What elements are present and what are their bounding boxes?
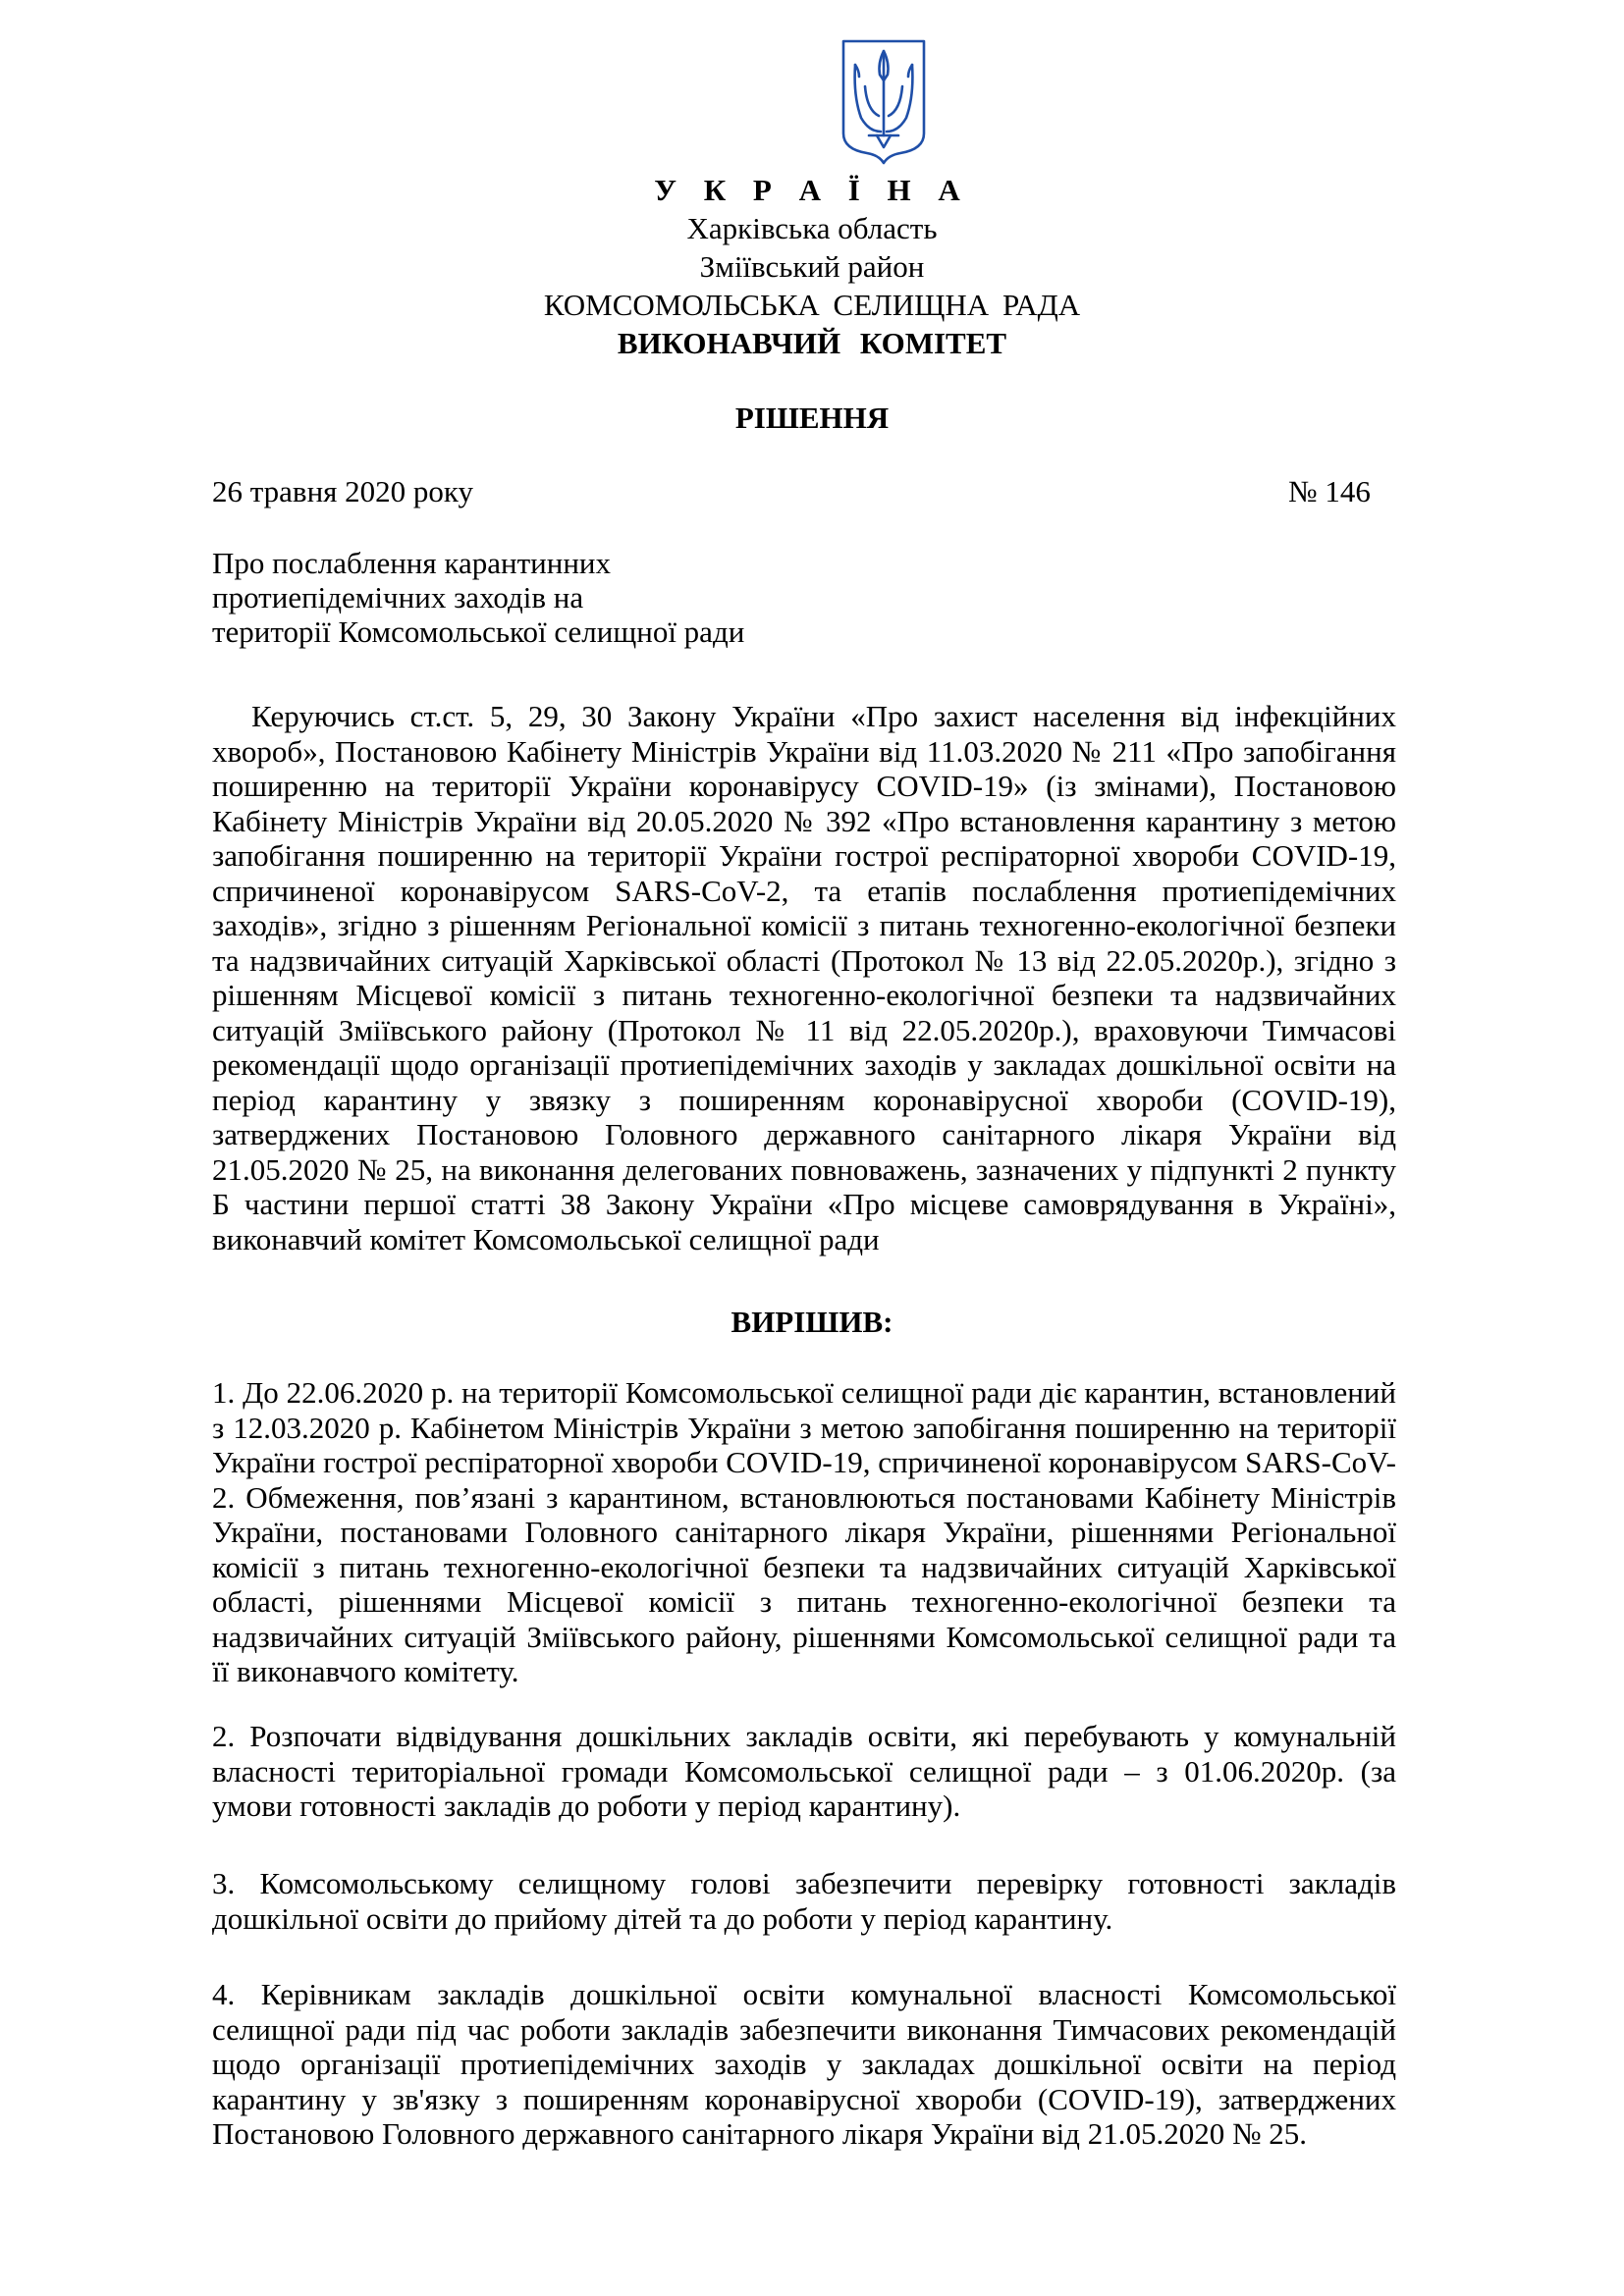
decision-date: 26 травня 2020 року: [212, 474, 474, 508]
coat-of-arms-icon: [839, 37, 928, 167]
resolution-item-2: 2. Розпочати відвідування дошкільних закладів освіти, які перебувають у комунальній власності територіальної громади Комсомольської селищної ради – з 01.06.2020р. (за умови готовності закладів до роботи у період карантину).: [212, 1719, 1396, 1823]
rayon-title: Зміївський район: [699, 249, 925, 284]
document-type-title: РІШЕННЯ: [734, 400, 890, 435]
country-title: У К Р А Ї Н А: [654, 173, 970, 207]
oblast-title: Харківська область: [686, 211, 938, 245]
subject-line: протиепідемічних заходів на: [212, 580, 584, 614]
council-title: КОМСОМОЛЬСЬКА СЕЛИЩНА РАДА: [543, 288, 1081, 322]
resolved-heading: ВИРІШИВ:: [731, 1305, 893, 1339]
resolution-item-4: 4. Керівникам закладів дошкільної освіти комунальної власності Комсомольської селищної ради під час роботи закладів забезпечити виконання Тимчасових рекомендацій щодо організації протиепідемічних заходів у закладах дошкільної освіти на період карантину у зв'язку з поширенням коронавірусної хвороби (COVID-19), затверджених Постановою Головного державного санітарного лікаря України від 21.05.2020 № 25.: [212, 1977, 1396, 2151]
decision-number: № 146: [1288, 474, 1371, 508]
resolution-item-1: 1. До 22.06.2020 р. на території Комсомольської селищної ради діє карантин, встановлений з 12.03.2020 р. Кабінетом Міністрів України з метою запобігання поширенню на території України гострої респіраторної хвороби COVID-19, спричиненої коронавірусом SARS-CoV-2. Обмеження, пов’язані з карантином, встановлюються постановами Кабінету Міністрів України, постановами Головного санітарного лікаря України, рішеннями Регіональної комісії з питань техногенно-екологічної безпеки та надзвичайних ситуацій Харківської області, рішеннями Місцевої комісії з питань техногенно-екологічної безпеки та надзвичайних ситуацій Зміївського району, рішеннями Комсомольської селищної ради та її виконавчого комітету.: [212, 1375, 1396, 1688]
decision-subject: [212, 546, 744, 649]
subject-line: Про послаблення карантинних: [212, 546, 612, 580]
resolution-item-3: 3. Комсомольському селищному голові забезпечити перевірку готовності закладів дошкільної освіти до прийому дітей та до роботи у період карантину.: [212, 1866, 1396, 1936]
committee-title: ВИКОНАВЧИЙ КОМІТЕТ: [617, 326, 1007, 360]
preamble-paragraph: Керуючись ст.ст. 5, 29, 30 Закону України «Про захист населення від інфекційних хвороб», Постановою Кабінету Міністрів України від 11.03.2020 № 211 «Про запобігання поширенню на території України коронавірусу COVID-19» (із змінами), Постановою Кабінету Міністрів України від 20.05.2020 № 392 «Про встановлення карантину з метою запобігання поширенню на території України гострої респіраторної хвороби COVID-19, спричиненої коронавірусом SARS-CoV-2, та етапів послаблення протиепідемічних заходів», згідно з рішенням Регіональної комісії з питань техногенно-екологічної безпеки та надзвичайних ситуацій Харківської області (Протокол № 13 від 22.05.2020р.), згідно з рішенням Місцевої комісії з питань техногенно-екологічної безпеки та надзвичайних ситуацій Зміївського району (Протокол № 11 від 22.05.2020р.), враховуючи Тимчасові рекомендації щодо організації протиепідемічних заходів у закладах дошкільної освіти на період карантину у звязку з поширенням коронавірусної хвороби (COVID-19), затверджених Постановою Головного державного санітарного лікаря України від 21.05.2020 № 25, на виконання делегованих повноважень, зазначених у підпункті 2 пункту Б частини першої статті 38 Закону України «Про місцеве самоврядування в Україні», виконавчий комітет Комсомольської селищної ради: [212, 699, 1396, 1256]
subject-line: території Комсомольської селищної ради: [212, 614, 745, 649]
